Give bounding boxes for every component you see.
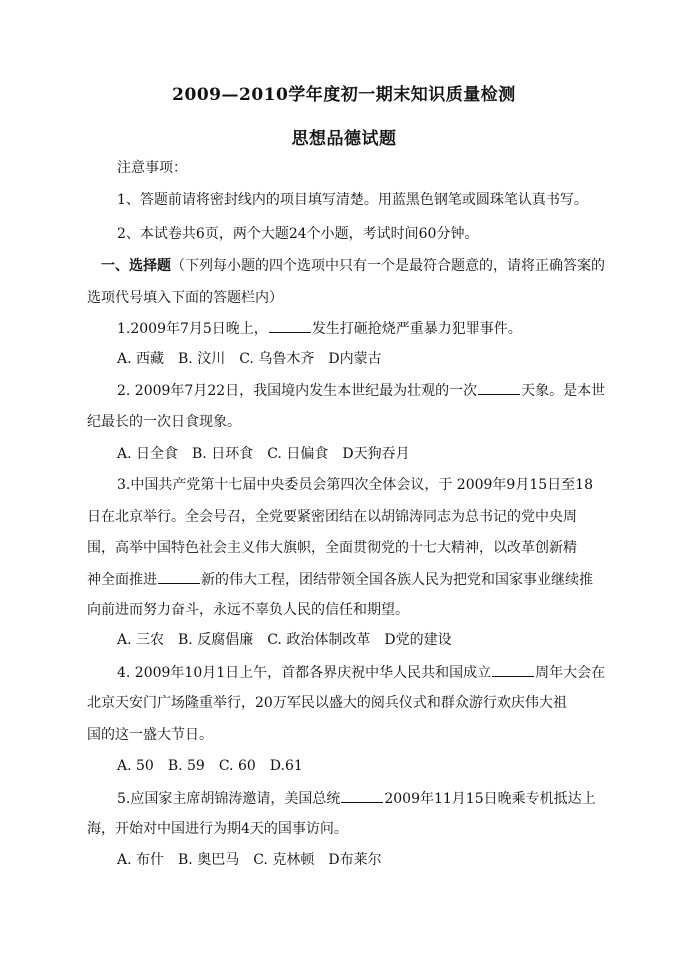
option-b: B. 59: [167, 758, 205, 774]
option-d: D内蒙古: [328, 351, 382, 367]
question-4-cont: 北京天安门广场隆重举行，20万军民以盛大的阅兵仪式和群众游行欢庆伟大祖: [87, 695, 567, 711]
question-3-options: [117, 630, 466, 650]
question-1-options: [117, 349, 396, 369]
section-1-instruction: （下列每小题的四个选项中只有一个是最符合题意的，请将正确答案的: [171, 258, 605, 274]
answer-blank: [478, 380, 520, 395]
option-d: D布莱尔: [328, 852, 382, 868]
question-3-cont: 围，高举中国特色社会主义伟大旗帜，全面贯彻党的十七大精神，以改革创新精: [87, 540, 577, 556]
note-item: 1、答题前请将密封线内的项目填写清楚。用蓝黑色钢笔或圆珠笔认真书写。: [117, 192, 588, 208]
exam-title: 2009—2010学年度初一期末知识质量检测: [172, 85, 516, 105]
question-3: 3.中国共产党第十七届中央委员会第四次全体会议，于 2009年9月15日至18: [117, 477, 593, 493]
option-c: C. 60: [218, 758, 256, 774]
question-text: 周年大会在: [535, 665, 606, 681]
question-2-cont: 纪最长的一次日食现象。: [87, 414, 241, 430]
option-c: C. 日偏食: [267, 446, 329, 462]
option-d: D天狗吞月: [342, 446, 410, 462]
question-4-cont: 国的这一盛大节日。: [87, 727, 213, 743]
option-a: A. 西藏: [117, 351, 165, 367]
question-text: 1.2009年7月5日晚上，: [117, 321, 268, 337]
section-1-header: [101, 256, 605, 276]
notes-heading: 注意事项：: [117, 160, 187, 176]
section-1-label: 一、选择题: [101, 258, 171, 274]
option-c: C. 乌鲁木齐: [239, 351, 315, 367]
option-a: A. 三农: [117, 632, 165, 648]
question-3-cont: [87, 569, 593, 590]
question-text: 神全面推进: [87, 572, 157, 588]
option-c: C. 政治体制改革: [267, 632, 371, 648]
question-text: 2. 2009年7月22日，我国境内发生本世纪最为壮观的一次: [117, 383, 478, 399]
option-a: A. 布什: [117, 852, 165, 868]
question-2-options: [117, 444, 424, 464]
question-3-cont: 日在北京举行。全会号召，全党要紧密团结在以胡锦涛同志为总书记的党中央周: [87, 509, 577, 525]
question-4: [117, 662, 605, 683]
question-text: 4. 2009年10月1日上午，首都各界庆祝中华人民共和国成立: [117, 665, 492, 681]
option-b: B. 奥巴马: [178, 852, 240, 868]
option-b: B. 反腐倡廉: [178, 632, 254, 648]
question-2: [117, 380, 605, 401]
option-c: C. 克林顿: [253, 852, 315, 868]
option-d: D党的建设: [384, 632, 452, 648]
question-5-options: [117, 850, 396, 870]
option-b: B. 日环食: [192, 446, 254, 462]
answer-blank: [492, 662, 534, 677]
question-4-options: [117, 756, 317, 776]
question-3-cont: 向前进而努力奋斗，永远不辜负人民的信任和期望。: [87, 602, 409, 618]
question-5-cont: 海，开始对中国进行为期4天的国事访问。: [87, 821, 348, 837]
section-1-instruction-cont: 选项代号填入下面的答题栏内）: [87, 290, 283, 306]
option-a: A. 日全食: [117, 446, 179, 462]
question-1: [117, 318, 522, 339]
question-5: [117, 788, 596, 809]
answer-blank: [158, 569, 200, 584]
question-text: 2009年11月15日晚乘专机抵达上: [384, 791, 596, 807]
question-text: 发生打砸抢烧严重暴力犯罪事件。: [311, 321, 522, 337]
exam-subtitle: 思想品德试题: [291, 129, 397, 149]
option-b: B. 汶川: [178, 351, 226, 367]
option-a: A. 50: [117, 758, 154, 774]
option-d: D.61: [269, 758, 303, 774]
question-text: 新的伟大工程，团结带领全国各族人民为把党和国家事业继续推: [201, 572, 593, 588]
question-text: 5.应国家主席胡锦涛邀请，美国总统: [117, 791, 341, 807]
question-text: 天象。是本世: [521, 383, 606, 399]
answer-blank: [341, 788, 383, 803]
answer-blank: [269, 318, 311, 333]
note-item: 2、本试卷共6页，两个大题24个小题，考试时间60分钟。: [117, 226, 479, 242]
